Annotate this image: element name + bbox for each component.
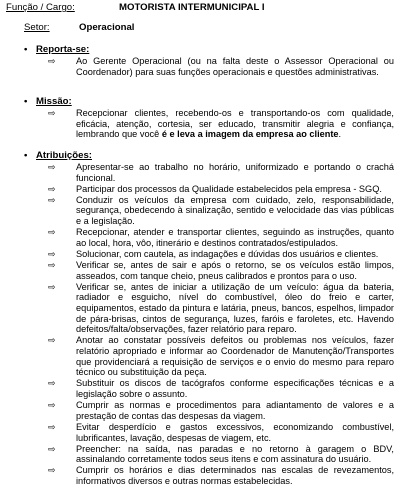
list-item: [24, 227, 394, 248]
arrow-right-icon: ⇨: [48, 281, 56, 292]
list-item: [24, 195, 394, 227]
sector-value: Operacional: [79, 22, 135, 33]
job-title-value: MOTORISTA INTERMUNICIPAL I: [119, 2, 265, 13]
bullet-icon: •: [24, 96, 28, 107]
list-item-emphasis: é e leva a imagem da empresa ao cliente: [161, 129, 339, 140]
section-title-text: Reporta-se:: [36, 44, 90, 55]
arrow-right-icon: ⇨: [48, 183, 56, 194]
list-item: [24, 335, 394, 378]
list-item: [24, 56, 394, 77]
section-reports-to: [24, 44, 394, 78]
section-duties: [24, 150, 394, 487]
list-item-text-end: .: [338, 129, 342, 140]
list-item: [24, 108, 394, 140]
list-item: [24, 162, 394, 183]
section-list: [24, 108, 394, 140]
list-item: [24, 465, 394, 486]
list-item-text: Participar dos processos da Qualidade estabelecidos pela empresa - SGQ.: [76, 183, 382, 194]
list-item-text: Evitar desperdício e gastos excessivos, economizando combustível, lubrificantes, lavação, despesas de viagem, etc.: [76, 421, 394, 443]
arrow-right-icon: ⇨: [48, 421, 56, 432]
arrow-right-icon: ⇨: [48, 162, 56, 172]
list-item-text: Recepcionar clientes, recebendo-os e transportando-os com qualidade, eficácia, atenção, cortesia, ser educado, transmitir alegria e confiança, lembrando que você: [76, 108, 394, 140]
arrow-right-icon: ⇨: [48, 227, 56, 238]
list-item-text: Recepcionar, atender e transportar clientes, seguindo as instruções, quanto ao local, hora, vôo, itinerário e destinos contratados/estipulados.: [76, 227, 394, 248]
list-item-text: Preencher: na saída, nas paradas e no retorno à garagem o BDV, assinalando corretamente todos seus itens e com assinatura do usuário.: [76, 443, 394, 465]
arrow-right-icon: ⇨: [48, 248, 56, 259]
arrow-right-icon: ⇨: [48, 259, 56, 270]
list-item-text: Verificar se, antes de sair e após o retorno, se os veículos estão limpos, asseados, com tanque cheio, pneus calibrados e prontos para o uso.: [76, 259, 394, 281]
bullet-icon: •: [24, 44, 28, 55]
list-item: [24, 378, 394, 399]
job-title-label: Função / Cargo:: [6, 2, 75, 13]
arrow-right-icon: ⇨: [48, 56, 56, 66]
list-item-text: Cumprir as normas e procedimentos para adiantamento de valores e a prestação de contas das despesas da viagem.: [76, 400, 394, 421]
arrow-right-icon: ⇨: [48, 378, 56, 389]
list-item-text: Verificar se, antes de iniciar a utilização de um veículo: água da bateria, radiador e esguicho, nível do combustível, óleo do freio e carter, equipamentos, estado da pintura e latária, pneus, bancos, espelhos, limpador de pára-brisas, cintos de segurança, luzes, faróis e faroletes, etc. Havendo defeitos/falta/observações, fazer relatório para reparo.: [76, 281, 394, 335]
section-mission: [24, 96, 394, 140]
section-title: [24, 44, 394, 56]
sector-label: Setor:: [24, 22, 50, 33]
list-item: [24, 249, 394, 260]
section-title: [24, 150, 394, 162]
list-item-text: Anotar ao constatar possíveis defeitos ou problemas nos veículos, fazer relatório apropriado e informar ao Coordenador de Manutenção/Transportes que providenciará a requisição de serviços e o envio do mesmo para reparo técnico ou substituição da peça.: [76, 335, 394, 378]
section-list: [24, 56, 394, 77]
list-item: [24, 444, 394, 465]
arrow-right-icon: ⇨: [48, 335, 56, 346]
section-title-text: Atribuições:: [36, 150, 92, 161]
section-list: [24, 162, 394, 487]
list-item: [24, 400, 394, 421]
bullet-icon: •: [24, 150, 28, 161]
list-item-text: Apresentar-se ao trabalho no horário, uniformizado e portando o crachá funcional.: [76, 162, 394, 183]
arrow-right-icon: ⇨: [48, 194, 56, 205]
list-item: [24, 260, 394, 281]
section-title: [24, 96, 394, 108]
arrow-right-icon: ⇨: [48, 108, 56, 118]
list-item-text: Cumprir os horários e dias determinados nas escalas de revezamentos, informativos diversos e outras normas estabelecidas.: [76, 465, 394, 486]
arrow-right-icon: ⇨: [48, 443, 56, 454]
list-item: [24, 184, 394, 195]
section-title-text: Missão:: [36, 96, 72, 107]
list-item-text: Conduzir os veículos da empresa com cuidado, zelo, responsabilidade, segurança, obedecendo à sinalização, sentido e velocidade das vias públicas e a legislação.: [76, 194, 394, 227]
list-item: [24, 422, 394, 443]
list-item: [24, 282, 394, 336]
list-item-text: Substituir os discos de tacógrafos conforme especificações técnicas e a legislação sobre o assunto.: [76, 378, 394, 400]
arrow-right-icon: ⇨: [48, 400, 56, 411]
list-item-text: Solucionar, com cautela, as indagações e dúvidas dos usuários e clientes.: [76, 248, 379, 259]
arrow-right-icon: ⇨: [48, 465, 56, 476]
list-item-text: Ao Gerente Operacional (ou na falta deste o Assessor Operacional ou Coordenador) para suas funções operacionais e questões administrativas.: [76, 56, 394, 77]
